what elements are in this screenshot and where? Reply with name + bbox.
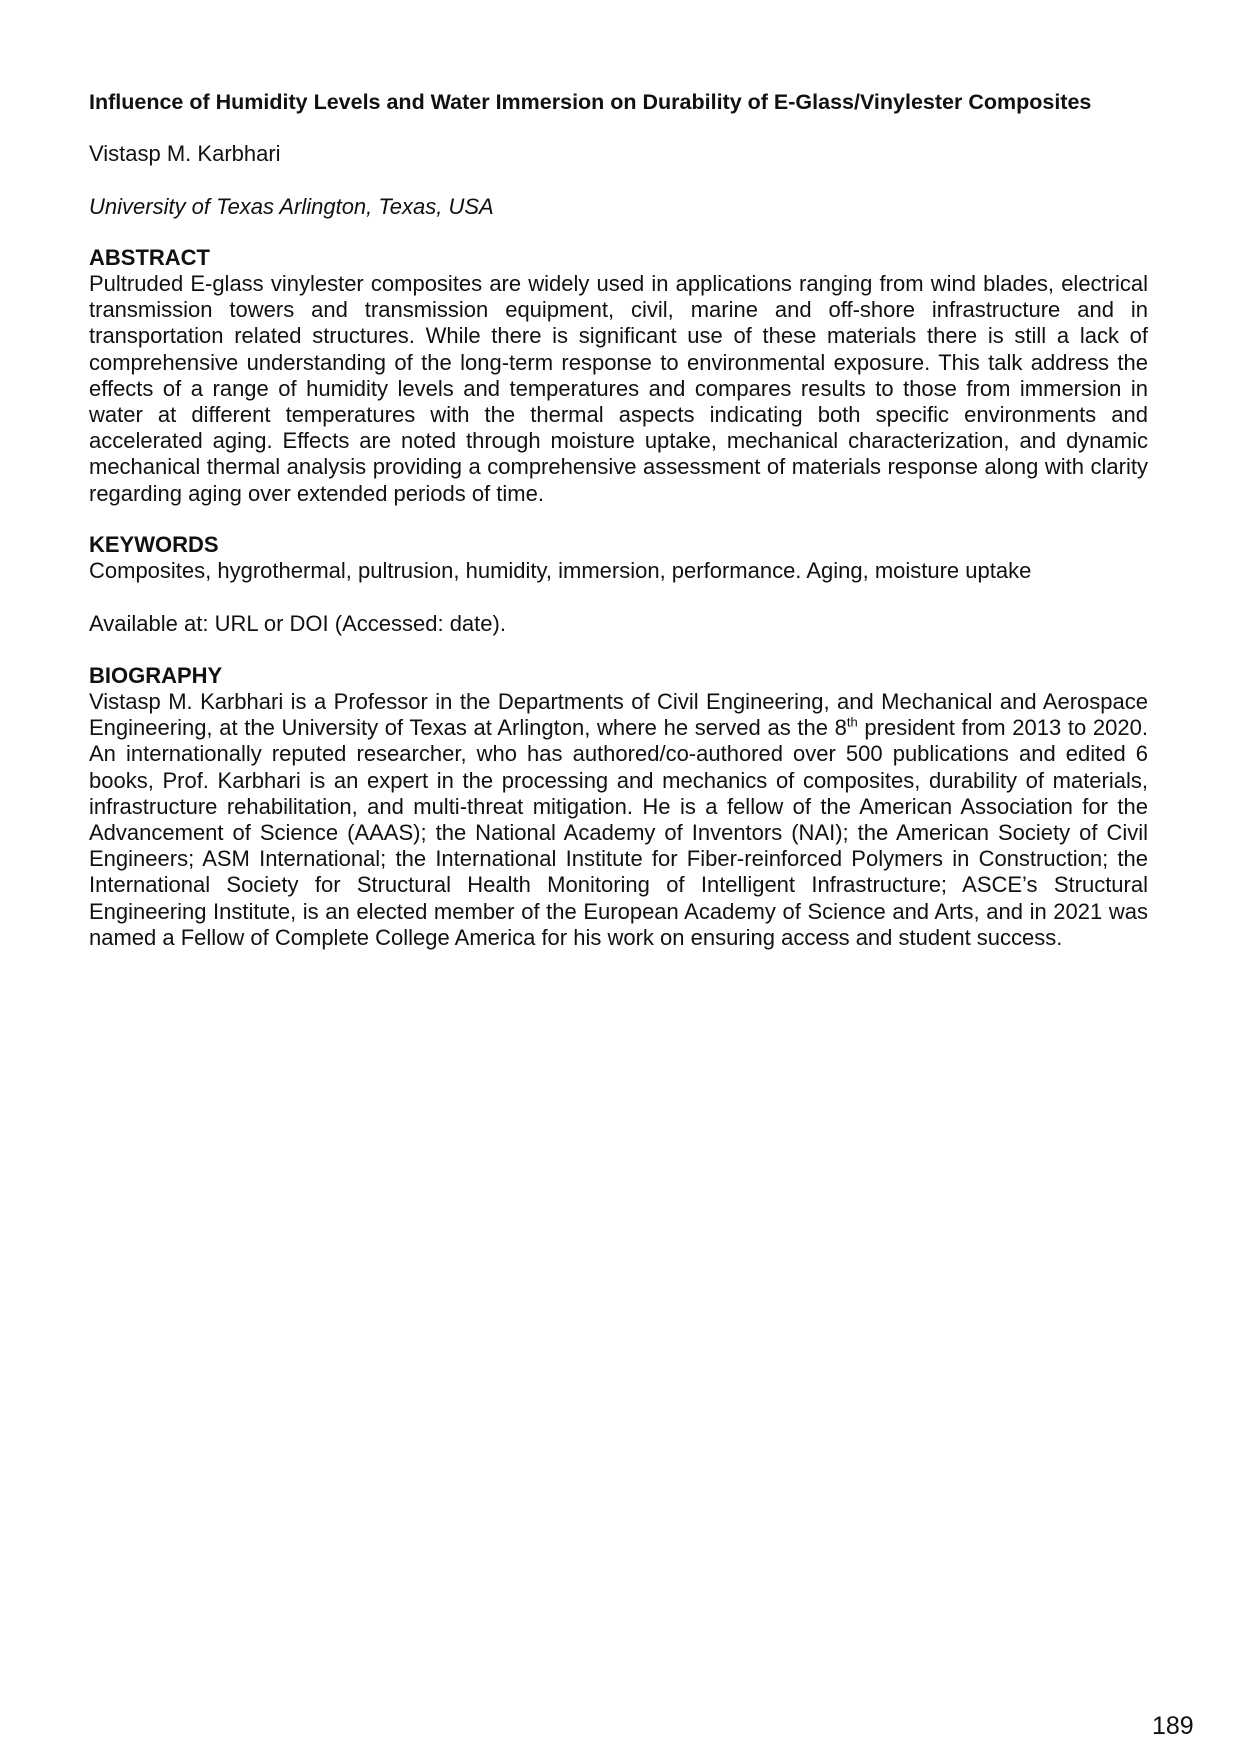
abstract-text: Pultruded E-glass vinylester composites are widely used in applications ranging from wind blades, electrical transmission towers and transmission equipment, civil, marine and off-shore infrastructure and in transportation related structures. While there is significant use of these materials there is still a lack of comprehensive understanding of the long-term response to environmental exposure. This talk address the effects of a range of humidity levels and temperatures and compares results to those from immersion in water at different temperatures with the thermal aspects indicating both specific environments and accelerated aging. Effects are noted through moisture uptake, mechanical characterization, and dynamic mechanical thermal analysis providing a comprehensive assessment of materials response along with clarity regarding aging over extended periods of time. [89,271,1148,506]
page-number: 189 [1152,1712,1194,1740]
keywords-text: Composites, hygrothermal, pultrusion, humidity, immersion, performance. Aging, moisture uptake [89,558,1032,583]
biography-text-part1: Vistasp M. Karbhari is a Professor in the Departments of Civil Engineering, and Mechanical and Aerospace Engineering, at the University of Texas at Arlington, where he served as the 8 [89,689,1148,741]
author-affiliation: University of Texas Arlington, Texas, USA [89,194,494,219]
biography-text [89,689,1148,951]
ordinal-suffix: th [846,714,858,730]
abstract-heading: ABSTRACT [89,245,210,270]
paper-title: Influence of Humidity Levels and Water Immersion on Durability of E-Glass/Vinylester Composites [89,90,1092,114]
biography-heading: BIOGRAPHY [89,663,223,688]
availability-text: Available at: URL or DOI (Accessed: date). [89,611,506,636]
author-name: Vistasp M. Karbhari [89,141,281,166]
keywords-heading: KEYWORDS [89,532,219,557]
biography-text-part2: president from 2013 to 2020. An internationally reputed researcher, who has authored/co-authored over 500 publications and edited 6 books, Prof. Karbhari is an expert in the processing and mechanics of composites, durability of materials, infrastructure rehabilitation, and multi-threat mitigation. He is a fellow of the American Association for the Advancement of Science (AAAS); the National Academy of Inventors (NAI); the American Society of Civil Engineers; ASM International; the International Institute for Fiber-reinforced Polymers in Construction; the International Society for Structural Health Monitoring of Intelligent Infrastructure; ASCE’s Structural Engineering Institute, is an elected member of the European Academy of Science and Arts, and in 2021 was named a Fellow of Complete College America for his work on ensuring access and student success. [89,715,1148,950]
